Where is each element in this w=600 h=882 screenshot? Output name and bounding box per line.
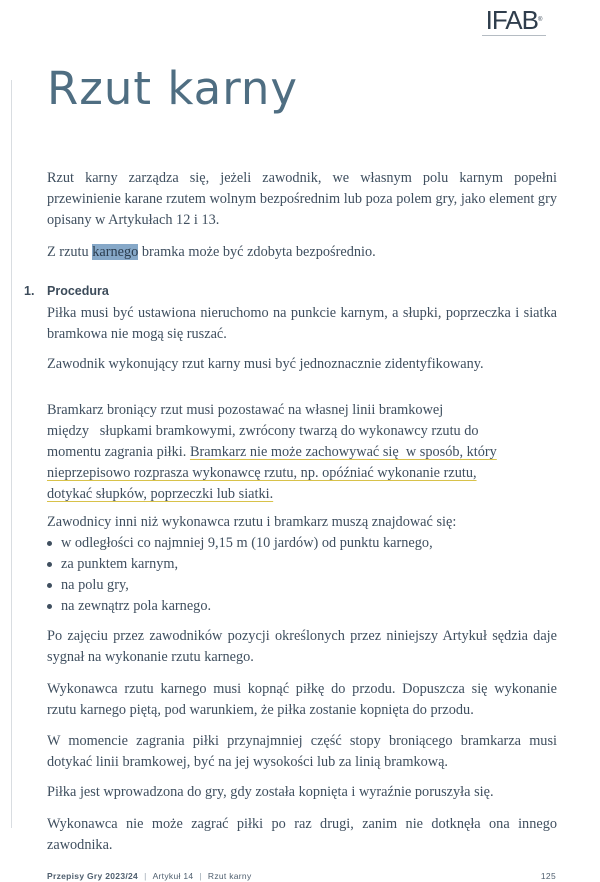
- ifab-logo: IFAB®: [476, 6, 552, 38]
- margin-rule: [11, 80, 12, 828]
- ball-placement-paragraph: Piłka musi być ustawiona nieruchomo na punkcie karnym, a słupki, poprzeczka i siatka bramkowa nie mogą się ruszać.: [47, 305, 557, 342]
- selected-word[interactable]: karnego: [92, 244, 139, 260]
- footer-book: Przepisy Gry 2023/24: [47, 871, 139, 881]
- other-players-block: Zawodnicy inni niż wykonawca rzutu i bramkarz muszą znajdować się: w odległości co najmniej 9,15 m (10 jardów) od punktu karnego, za punktem karnym, na polu gry, na zewnątrz pola karnego.: [47, 512, 557, 617]
- in-play-paragraph: Piłka jest wprowadzona do gry, gdy została kopnięta i wyraźnie poruszyła się.: [47, 784, 494, 800]
- underlined-text: Bramkarz nie może zachowywać się w sposób, który: [189, 444, 497, 460]
- list-item: na polu gry,: [47, 575, 557, 596]
- list-item: za punktem karnym,: [47, 554, 557, 575]
- intro-block: [47, 168, 557, 231]
- intro-paragraph: Rzut karny zarządza się, jeżeli zawodnik, we własnym polu karnym popełni przewinienie karane rzutem wolnym bezpośrednim lub poza polem gry, jako element gry opisany w Artykułach 12 i 13.: [47, 170, 557, 228]
- page-footer: Przepisy Gry 2023/24 | Artykuł 14 | Rzut karny 125: [47, 871, 556, 881]
- page-number: 125: [540, 871, 556, 881]
- list-item: na zewnątrz pola karnego.: [47, 596, 557, 617]
- signal-paragraph: Po zajęciu przez zawodników pozycji określonych przez niniejszy Artykuł sędzia daje sygnał na wykonanie rzutu karnego.: [47, 628, 557, 665]
- page-title: Rzut karny: [47, 62, 299, 115]
- goalkeeper-foot-paragraph: W momencie zagrania piłki przynajmniej część stopy broniącego bramkarza musi dotykać linii bramkowej, być na jej wysokości lub za linią bramkową.: [47, 733, 557, 770]
- footer-topic: Rzut karny: [207, 871, 252, 881]
- section-heading: 1. Procedura: [24, 284, 109, 298]
- second-touch-paragraph: Wykonawca nie może zagrać piłki po raz drugi, zanim nie dotknęła ona innego zawodnika.: [47, 816, 557, 853]
- kick-forward-paragraph: Wykonawca rzutu karnego musi kopnąć piłkę do przodu. Dopuszcza się wykonanie rzutu karnego piętą, pod warunkiem, że piłka zostanie kopnięta do przodu.: [47, 681, 557, 718]
- direct-goal-paragraph: Z rzutu karnego bramka może być zdobyta bezpośrednio.: [47, 244, 376, 260]
- kicker-identified-paragraph: Zawodnik wykonujący rzut karny musi być jednoznacznie zidentyfikowany.: [47, 356, 484, 372]
- list-item: w odległości co najmniej 9,15 m (10 jardów) od punktu karnego,: [47, 533, 557, 554]
- footer-law: Artykuł 14: [152, 871, 194, 881]
- position-list: [47, 533, 557, 617]
- goalkeeper-paragraph: Bramkarz broniący rzut musi pozostawać na własnej linii bramkowej między słupkami bramkowymi, zwrócony twarzą do wykonawcy rzutu do momentu zagrania piłki. Bramkarz nie może zachowywać się w sposób, który nieprzepisowo rozprasza wykonawcę rzutu, np. opóźniać wykonanie rzutu, dotykać słupków, poprzeczki lub siatki.: [47, 402, 497, 502]
